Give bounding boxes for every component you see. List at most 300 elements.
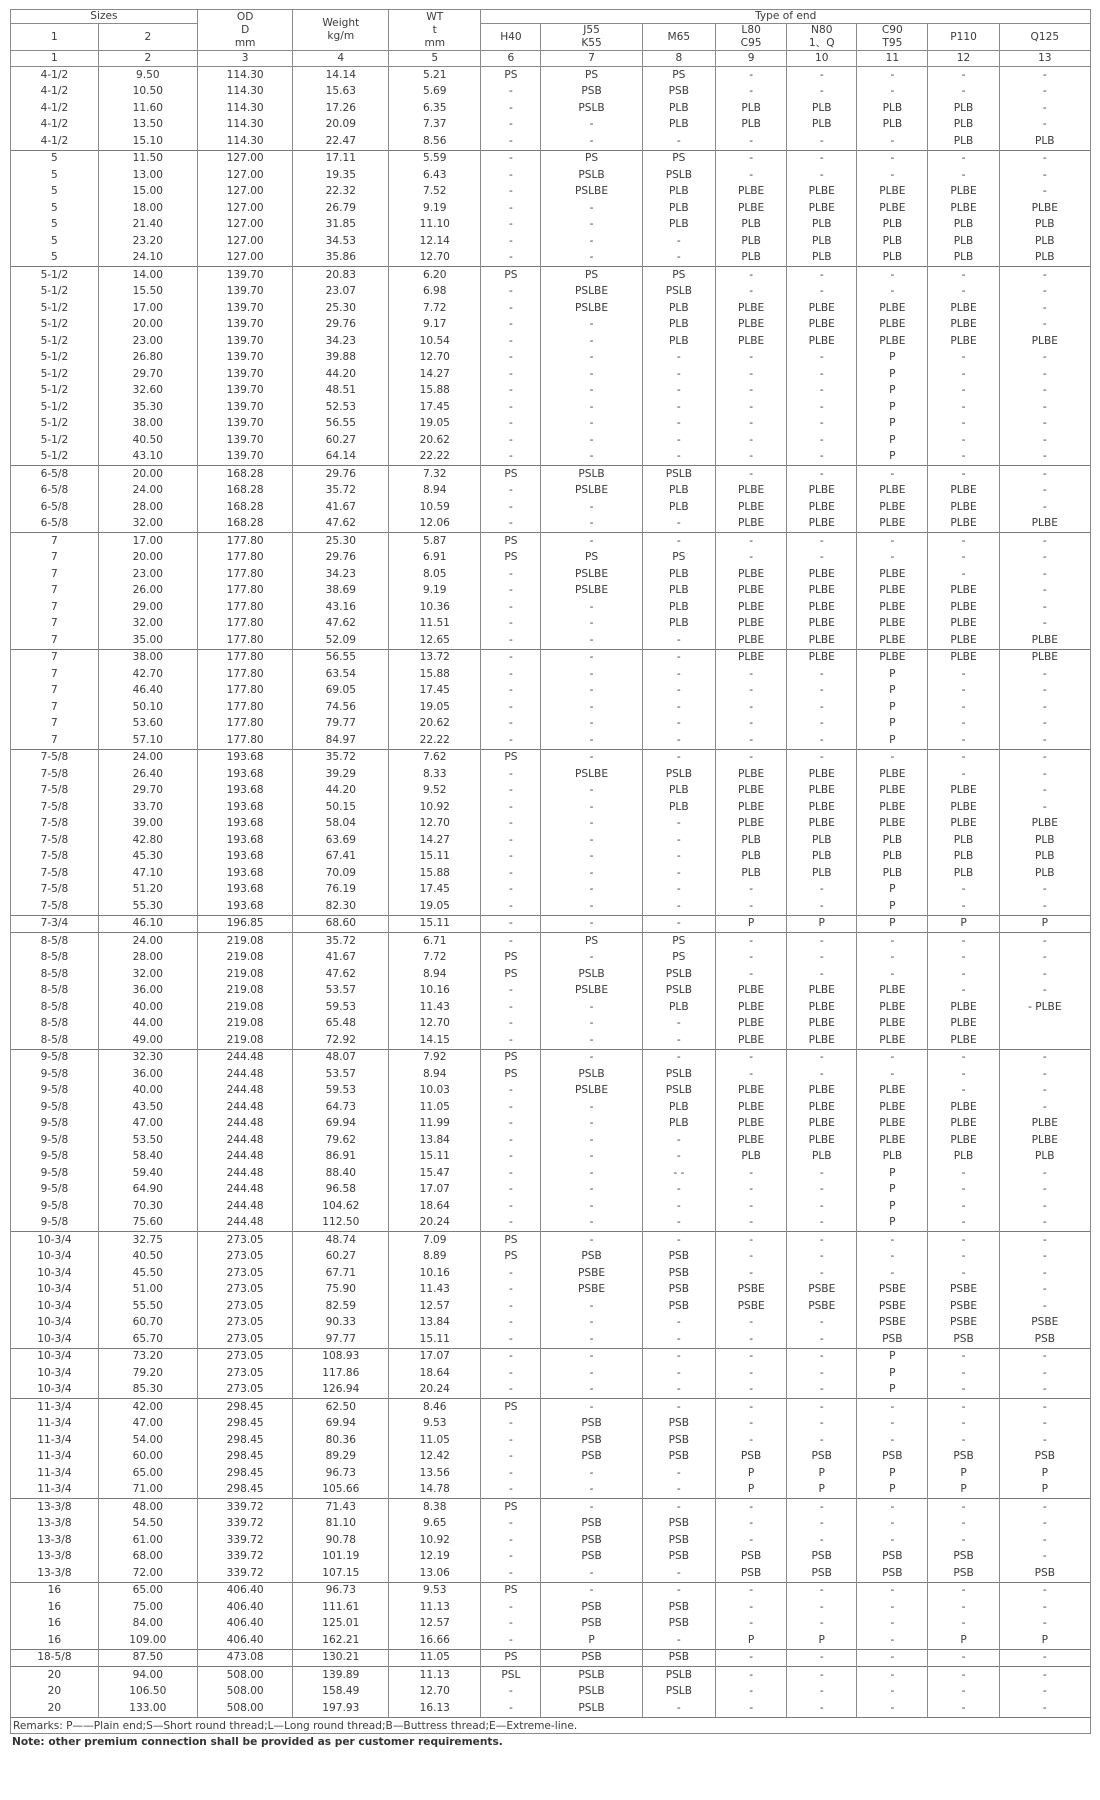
end-type-cell: -: [928, 550, 999, 567]
size-cell: 7-5/8: [11, 898, 99, 915]
header-sizes-col-2: 2: [98, 24, 197, 51]
wall-thickness-cell: 11.99: [389, 1116, 481, 1133]
end-type-cell: PLB: [928, 849, 999, 866]
wall-thickness-cell: 16.13: [389, 1700, 481, 1717]
wall-thickness-cell: 6.98: [389, 284, 481, 301]
weight-cell: 79.77: [293, 716, 389, 733]
end-type-cell: PLB: [642, 217, 715, 234]
size-cell: 7: [11, 683, 99, 700]
table-row: [11, 983, 1091, 1000]
table-row: [11, 1382, 1091, 1399]
end-type-cell: -: [642, 1565, 715, 1582]
size-cell: 9-5/8: [11, 1099, 99, 1116]
end-type-cell: -: [716, 699, 787, 716]
nominal-weight-cell: 47.00: [98, 1416, 197, 1433]
end-type-cell: -: [481, 1099, 541, 1116]
size-cell: 18-5/8: [11, 1649, 99, 1667]
end-type-cell: PSB: [642, 1416, 715, 1433]
od-cell: 127.00: [197, 250, 293, 267]
size-cell: 9-5/8: [11, 1165, 99, 1182]
end-type-cell: PSLB: [541, 1684, 642, 1701]
end-type-cell: -: [787, 1616, 857, 1633]
end-type-cell: -: [541, 1182, 642, 1199]
end-type-cell: -: [928, 732, 999, 749]
weight-cell: 14.14: [293, 67, 389, 84]
end-type-cell: -: [541, 1132, 642, 1149]
end-type-cell: -: [716, 133, 787, 150]
weight-cell: 86.91: [293, 1149, 389, 1166]
end-type-cell: -: [787, 150, 857, 167]
end-type-cell: -: [541, 233, 642, 250]
end-type-cell: -: [999, 533, 1090, 550]
weight-cell: 71.43: [293, 1499, 389, 1516]
end-type-cell: P: [716, 1632, 787, 1649]
end-type-cell: -: [642, 1632, 715, 1649]
size-cell: 4-1/2: [11, 84, 99, 101]
end-type-cell: -: [481, 632, 541, 649]
size-cell: 11-3/4: [11, 1482, 99, 1499]
weight-cell: 158.49: [293, 1684, 389, 1701]
remarks-text: Remarks: P——Plain end;S—Short round thread;L—Long round thread;B—Buttress thread;E—Extreme-line.: [10, 1718, 1091, 1734]
end-type-cell: -: [481, 865, 541, 882]
weight-cell: 104.62: [293, 1198, 389, 1215]
end-type-cell: -: [481, 1565, 541, 1582]
end-type-cell: PLBE: [928, 1032, 999, 1049]
end-type-cell: -: [481, 483, 541, 500]
size-cell: 7: [11, 716, 99, 733]
header-grade: Q125: [999, 24, 1090, 51]
size-cell: 9-5/8: [11, 1198, 99, 1215]
nominal-weight-cell: 94.00: [98, 1667, 197, 1684]
end-type-cell: -: [481, 983, 541, 1000]
end-type-cell: -: [857, 67, 928, 84]
od-cell: 127.00: [197, 184, 293, 201]
end-type-cell: -: [787, 466, 857, 483]
od-cell: 273.05: [197, 1298, 293, 1315]
end-type-cell: PLBE: [857, 583, 928, 600]
end-type-cell: -: [999, 1700, 1090, 1717]
nominal-weight-cell: 24.00: [98, 749, 197, 766]
end-type-cell: -: [928, 1265, 999, 1282]
end-type-cell: -: [481, 566, 541, 583]
weight-cell: 17.26: [293, 100, 389, 117]
end-type-cell: -: [541, 1315, 642, 1332]
end-type-cell: PLBE: [857, 1132, 928, 1149]
end-type-cell: P: [857, 1465, 928, 1482]
end-type-cell: PSB: [541, 1649, 642, 1667]
end-type-cell: -: [716, 1532, 787, 1549]
size-cell: 7: [11, 666, 99, 683]
end-type-cell: PLBE: [716, 799, 787, 816]
nominal-weight-cell: 29.70: [98, 366, 197, 383]
od-cell: 127.00: [197, 150, 293, 167]
end-type-cell: -: [857, 466, 928, 483]
nominal-weight-cell: 75.00: [98, 1599, 197, 1616]
end-type-cell: PSB: [541, 1532, 642, 1549]
od-cell: 177.80: [197, 616, 293, 633]
end-type-cell: -: [481, 383, 541, 400]
end-type-cell: -: [481, 1132, 541, 1149]
size-cell: 10-3/4: [11, 1298, 99, 1315]
end-type-cell: -: [999, 716, 1090, 733]
wall-thickness-cell: 17.07: [389, 1348, 481, 1365]
end-type-cell: -: [999, 267, 1090, 284]
wall-thickness-cell: 17.07: [389, 1182, 481, 1199]
end-type-cell: -: [928, 350, 999, 367]
table-row: [11, 783, 1091, 800]
wall-thickness-cell: 15.88: [389, 666, 481, 683]
end-type-cell: -: [481, 1700, 541, 1717]
end-type-cell: PLBE: [716, 317, 787, 334]
weight-cell: 47.62: [293, 616, 389, 633]
table-row: [11, 933, 1091, 950]
end-type-cell: PLBE: [716, 999, 787, 1016]
nominal-weight-cell: 26.00: [98, 583, 197, 600]
weight-cell: 29.76: [293, 317, 389, 334]
end-type-cell: PLBE: [716, 632, 787, 649]
nominal-weight-cell: 84.00: [98, 1616, 197, 1633]
end-type-cell: -: [928, 566, 999, 583]
wall-thickness-cell: 15.11: [389, 849, 481, 866]
end-type-cell: PLBE: [999, 1116, 1090, 1133]
end-type-cell: -: [999, 732, 1090, 749]
end-type-cell: -: [541, 832, 642, 849]
end-type-cell: -: [716, 1684, 787, 1701]
end-type-cell: -: [787, 1516, 857, 1533]
table-row: [11, 999, 1091, 1016]
end-type-cell: PSB: [642, 1599, 715, 1616]
od-cell: 114.30: [197, 67, 293, 84]
end-type-cell: PS: [541, 550, 642, 567]
weight-cell: 62.50: [293, 1399, 389, 1416]
end-type-cell: -: [716, 1265, 787, 1282]
end-type-cell: PLB: [999, 1149, 1090, 1166]
weight-cell: 17.11: [293, 150, 389, 167]
table-row: [11, 1198, 1091, 1215]
nominal-weight-cell: 75.60: [98, 1215, 197, 1232]
table-row: [11, 483, 1091, 500]
end-type-cell: -: [716, 399, 787, 416]
table-header: [11, 10, 1091, 67]
nominal-weight-cell: 26.40: [98, 766, 197, 783]
end-type-cell: -: [642, 1016, 715, 1033]
end-type-cell: P: [857, 732, 928, 749]
end-type-cell: -: [541, 1465, 642, 1482]
end-type-cell: -: [481, 933, 541, 950]
wall-thickness-cell: 17.45: [389, 882, 481, 899]
wall-thickness-cell: 11.51: [389, 616, 481, 633]
wall-thickness-cell: 10.59: [389, 499, 481, 516]
end-type-cell: PSLB: [642, 766, 715, 783]
end-type-cell: PLBE: [928, 649, 999, 666]
end-type-cell: PSLB: [642, 1684, 715, 1701]
nominal-weight-cell: 73.20: [98, 1348, 197, 1365]
nominal-weight-cell: 50.10: [98, 699, 197, 716]
end-type-cell: PLBE: [999, 333, 1090, 350]
end-type-cell: PS: [481, 1649, 541, 1667]
od-cell: 139.70: [197, 267, 293, 284]
end-type-cell: -: [642, 666, 715, 683]
end-type-cell: -: [857, 84, 928, 101]
end-type-cell: -: [787, 1416, 857, 1433]
end-type-cell: -: [541, 1499, 642, 1516]
end-type-cell: -: [999, 466, 1090, 483]
end-type-cell: -: [787, 533, 857, 550]
end-type-cell: -: [716, 67, 787, 84]
weight-cell: 139.89: [293, 1667, 389, 1684]
weight-cell: 48.74: [293, 1232, 389, 1249]
nominal-weight-cell: 10.50: [98, 84, 197, 101]
od-cell: 139.70: [197, 399, 293, 416]
end-type-cell: -: [541, 1365, 642, 1382]
end-type-cell: -: [928, 716, 999, 733]
weight-cell: 25.30: [293, 533, 389, 550]
end-type-cell: -: [716, 1365, 787, 1382]
end-type-cell: -: [541, 200, 642, 217]
table-row: [11, 499, 1091, 516]
end-type-cell: -: [999, 799, 1090, 816]
table-row: [11, 898, 1091, 915]
weight-cell: 53.57: [293, 983, 389, 1000]
end-type-cell: -: [787, 267, 857, 284]
end-type-cell: -: [541, 217, 642, 234]
table-row: [11, 233, 1091, 250]
end-type-cell: -: [857, 1249, 928, 1266]
table-row: [11, 117, 1091, 134]
end-type-cell: -: [716, 550, 787, 567]
end-type-cell: PLBE: [716, 1116, 787, 1133]
nominal-weight-cell: 65.00: [98, 1582, 197, 1599]
end-type-cell: PS: [541, 67, 642, 84]
end-type-cell: -: [999, 383, 1090, 400]
end-type-cell: -: [541, 499, 642, 516]
end-type-cell: PSLB: [541, 1667, 642, 1684]
end-type-cell: -: [716, 1432, 787, 1449]
column-number: 8: [642, 51, 715, 67]
size-cell: 9-5/8: [11, 1066, 99, 1083]
end-type-cell: -: [857, 933, 928, 950]
weight-cell: 22.32: [293, 184, 389, 201]
end-type-cell: PLBE: [787, 200, 857, 217]
nominal-weight-cell: 51.20: [98, 882, 197, 899]
end-type-cell: PLB: [857, 217, 928, 234]
end-type-cell: PLB: [999, 849, 1090, 866]
od-cell: 273.05: [197, 1382, 293, 1399]
table-row: [11, 1032, 1091, 1049]
end-type-cell: -: [716, 1182, 787, 1199]
end-type-cell: PSB: [642, 1282, 715, 1299]
weight-cell: 29.76: [293, 466, 389, 483]
end-type-cell: PS: [481, 1049, 541, 1066]
nominal-weight-cell: 68.00: [98, 1549, 197, 1566]
end-type-cell: -: [481, 1265, 541, 1282]
end-type-cell: PLB: [787, 233, 857, 250]
end-type-cell: PSB: [787, 1449, 857, 1466]
weight-cell: 96.73: [293, 1465, 389, 1482]
end-type-cell: PSLB: [642, 1083, 715, 1100]
end-type-cell: PS: [541, 933, 642, 950]
od-cell: 508.00: [197, 1667, 293, 1684]
end-type-cell: PLBE: [787, 1099, 857, 1116]
end-type-cell: PLB: [716, 832, 787, 849]
end-type-cell: PLB: [928, 250, 999, 267]
end-type-cell: -: [928, 1249, 999, 1266]
weight-cell: 43.16: [293, 599, 389, 616]
nominal-weight-cell: 35.00: [98, 632, 197, 649]
end-type-cell: -: [716, 716, 787, 733]
table-row: [11, 566, 1091, 583]
nominal-weight-cell: 46.10: [98, 915, 197, 933]
end-type-cell: -: [999, 483, 1090, 500]
table-row: [11, 882, 1091, 899]
table-row: [11, 683, 1091, 700]
end-type-cell: -: [716, 1382, 787, 1399]
end-type-cell: PLBE: [716, 766, 787, 783]
end-type-cell: PLB: [787, 1149, 857, 1166]
end-type-cell: -: [716, 950, 787, 967]
end-type-cell: -: [541, 683, 642, 700]
od-cell: 114.30: [197, 100, 293, 117]
wall-thickness-cell: 13.84: [389, 1315, 481, 1332]
size-cell: 7-5/8: [11, 749, 99, 766]
end-type-cell: -: [541, 317, 642, 334]
table-row: [11, 1565, 1091, 1582]
nominal-weight-cell: 59.40: [98, 1165, 197, 1182]
end-type-cell: -: [541, 1348, 642, 1365]
end-type-cell: -: [857, 1616, 928, 1633]
header-grade: C90 T95: [857, 24, 928, 51]
end-type-cell: PS: [541, 150, 642, 167]
end-type-cell: -: [999, 1249, 1090, 1266]
end-type-cell: PS: [481, 1499, 541, 1516]
header-sizes-col-1: 1: [11, 24, 99, 51]
end-type-cell: -: [857, 284, 928, 301]
end-type-cell: -: [716, 1232, 787, 1249]
weight-cell: 25.30: [293, 300, 389, 317]
casing-spec-table-container: [10, 9, 1091, 1750]
size-cell: 6-5/8: [11, 466, 99, 483]
end-type-cell: PLBE: [716, 516, 787, 533]
od-cell: 127.00: [197, 200, 293, 217]
weight-cell: 80.36: [293, 1432, 389, 1449]
end-type-cell: -: [481, 1198, 541, 1215]
table-row: [11, 1582, 1091, 1599]
od-cell: 244.48: [197, 1099, 293, 1116]
table-row: [11, 1116, 1091, 1133]
table-row: [11, 666, 1091, 683]
weight-cell: 41.67: [293, 950, 389, 967]
end-type-cell: -: [787, 732, 857, 749]
od-cell: 193.68: [197, 898, 293, 915]
end-type-cell: PS: [481, 533, 541, 550]
end-type-cell: P: [857, 882, 928, 899]
nominal-weight-cell: 29.70: [98, 783, 197, 800]
wall-thickness-cell: 15.11: [389, 915, 481, 933]
end-type-cell: PLBE: [857, 300, 928, 317]
end-type-cell: -: [541, 117, 642, 134]
end-type-cell: -: [999, 184, 1090, 201]
size-cell: 5-1/2: [11, 449, 99, 466]
end-type-cell: -: [999, 1049, 1090, 1066]
nominal-weight-cell: 29.00: [98, 599, 197, 616]
table-row: [11, 1482, 1091, 1499]
end-type-cell: -: [787, 167, 857, 184]
size-cell: 4-1/2: [11, 117, 99, 134]
weight-cell: 47.62: [293, 966, 389, 983]
wall-thickness-cell: 10.16: [389, 1265, 481, 1282]
end-type-cell: PSL: [481, 1667, 541, 1684]
od-cell: 177.80: [197, 649, 293, 666]
end-type-cell: PLBE: [999, 632, 1090, 649]
end-type-cell: -: [541, 1049, 642, 1066]
table-row: [11, 466, 1091, 483]
end-type-cell: -: [541, 133, 642, 150]
size-cell: 10-3/4: [11, 1365, 99, 1382]
nominal-weight-cell: 33.70: [98, 799, 197, 816]
size-cell: 8-5/8: [11, 999, 99, 1016]
end-type-cell: PLBE: [857, 1116, 928, 1133]
od-cell: 177.80: [197, 533, 293, 550]
end-type-cell: -: [999, 983, 1090, 1000]
end-type-cell: PLBE: [716, 499, 787, 516]
size-cell: 10-3/4: [11, 1348, 99, 1365]
table-row: [11, 616, 1091, 633]
end-type-cell: -: [999, 1684, 1090, 1701]
end-type-cell: -: [716, 933, 787, 950]
wall-thickness-cell: 12.70: [389, 350, 481, 367]
wall-thickness-cell: 12.14: [389, 233, 481, 250]
table-row: [11, 1649, 1091, 1667]
end-type-cell: PSBE: [787, 1298, 857, 1315]
size-cell: 8-5/8: [11, 950, 99, 967]
end-type-cell: -: [787, 1599, 857, 1616]
table-row: [11, 217, 1091, 234]
end-type-cell: -: [787, 284, 857, 301]
end-type-cell: PSLB: [541, 167, 642, 184]
end-type-cell: P: [928, 1465, 999, 1482]
wall-thickness-cell: 18.64: [389, 1365, 481, 1382]
end-type-cell: -: [999, 1198, 1090, 1215]
column-number: 2: [98, 51, 197, 67]
column-number: 11: [857, 51, 928, 67]
nominal-weight-cell: 60.70: [98, 1315, 197, 1332]
end-type-cell: PLBE: [857, 799, 928, 816]
end-type-cell: PLB: [999, 133, 1090, 150]
od-cell: 339.72: [197, 1499, 293, 1516]
nominal-weight-cell: 20.00: [98, 317, 197, 334]
od-cell: 177.80: [197, 683, 293, 700]
table-row: [11, 67, 1091, 84]
end-type-cell: P: [857, 1382, 928, 1399]
end-type-cell: PSLB: [642, 167, 715, 184]
size-cell: 10-3/4: [11, 1315, 99, 1332]
end-type-cell: -: [787, 350, 857, 367]
end-type-cell: PLBE: [857, 333, 928, 350]
end-type-cell: P: [857, 350, 928, 367]
end-type-cell: PLBE: [716, 1132, 787, 1149]
size-cell: 9-5/8: [11, 1182, 99, 1199]
end-type-cell: -: [716, 1649, 787, 1667]
od-cell: 139.70: [197, 284, 293, 301]
end-type-cell: PLB: [642, 599, 715, 616]
wall-thickness-cell: 7.37: [389, 117, 481, 134]
column-number: 6: [481, 51, 541, 67]
wall-thickness-cell: 17.45: [389, 399, 481, 416]
end-type-cell: -: [716, 1049, 787, 1066]
end-type-cell: -: [928, 449, 999, 466]
weight-cell: 63.69: [293, 832, 389, 849]
end-type-cell: -: [787, 683, 857, 700]
